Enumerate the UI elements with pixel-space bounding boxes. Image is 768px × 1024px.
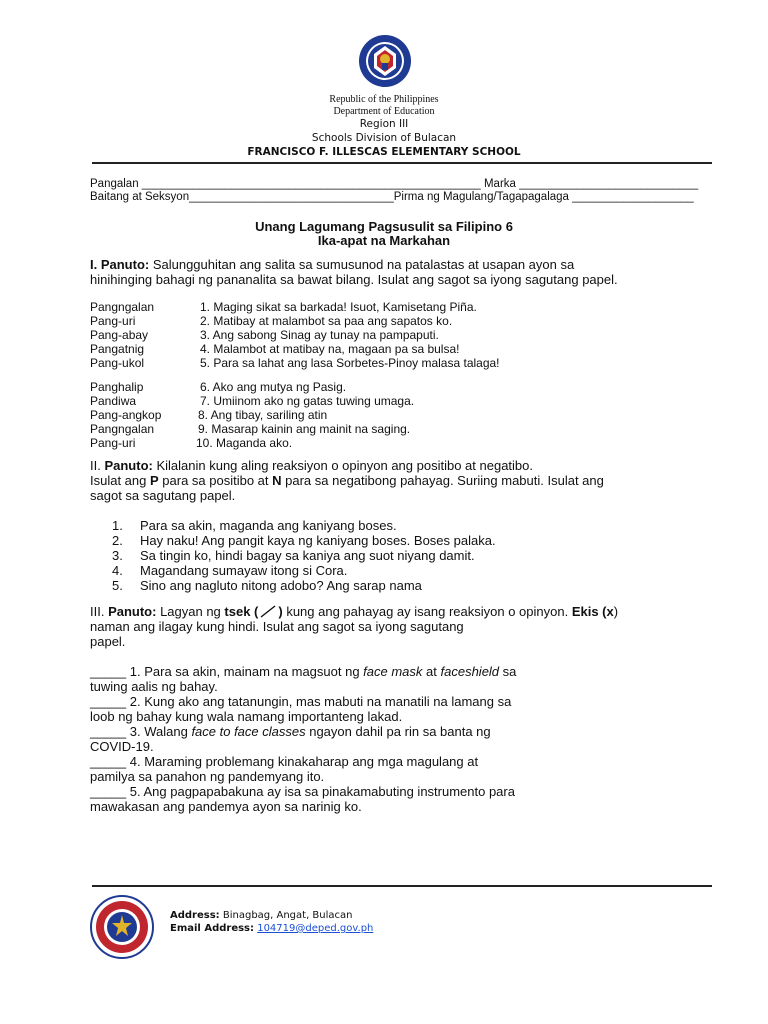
name-score-field: Pangalan _____________________________________________________ Marka ____________________________ xyxy=(90,178,699,190)
part1-item-label: Pandiwa xyxy=(90,394,137,408)
republic-line: Republic of the Philippines xyxy=(329,94,439,105)
part2-instruction-line2 xyxy=(90,473,604,488)
part1-instruction-text: Salungguhitan ang salita sa sumusunod na patalastas at usapan ayon sa xyxy=(149,257,575,272)
p-letter: P xyxy=(150,473,159,488)
list-item-text: Sa tingin ko, hindi bagay sa kaniya ang suot niyang damit. xyxy=(140,548,475,563)
part3-instruction-line3: papel. xyxy=(90,634,126,649)
part1-item-text: 2. Matibay at malambot sa paa ang sapatos ko. xyxy=(200,314,453,328)
list-item-text: Sino ang nagluto nitong adobo? Ang sarap nama xyxy=(140,578,422,593)
part3-q5-line2: mawakasan ang pandemya ayon sa narinig ko. xyxy=(90,799,362,814)
region-line: Region III xyxy=(359,118,409,130)
part2-instruction-line1 xyxy=(90,458,533,473)
part1-item-label: Pangngalan xyxy=(90,300,155,314)
section-signature-field: Baitang at Seksyon________________________________Pirma ng Magulang/Tagapagalaga ___________________ xyxy=(90,191,694,203)
deped-seal-logo xyxy=(358,34,412,88)
part3-q1-line2: tuwing aalis ng bahay. xyxy=(90,679,218,694)
tsek-close: ) xyxy=(278,604,283,619)
part1-item-label: Pang-uri xyxy=(90,436,136,450)
part2-instr-c: para sa negatibong pahayag. Suriing mabuti. Isulat ang xyxy=(281,473,604,488)
q3-face-to-face: face to face classes xyxy=(191,724,306,739)
list-item-number: 4. xyxy=(112,563,123,578)
part3-prefix: III. xyxy=(90,604,109,619)
list-item xyxy=(112,548,496,563)
part3-q1-line1 xyxy=(90,664,516,679)
part3-q3-line1 xyxy=(90,724,491,739)
q1-text-c: at xyxy=(422,664,441,679)
q3-text-a: _____ 3. Walang xyxy=(90,724,192,739)
email-link[interactable]: 104719@deped.gov.ph xyxy=(257,923,374,934)
part1-item-text: 1. Maging sikat sa barkada! Isuot, Kamisetang Piña. xyxy=(200,300,477,314)
division-line: Schools Division of Bulacan xyxy=(311,132,457,144)
list-item xyxy=(112,563,496,578)
part1-item-label: Panghalip xyxy=(90,380,144,394)
address-label: Address: xyxy=(170,910,220,921)
part2-heading: Panuto: xyxy=(104,458,153,473)
part1-heading: I. Panuto: xyxy=(90,257,150,272)
list-item-number: 1. xyxy=(112,518,123,533)
department-line: Department of Education xyxy=(333,106,435,117)
footer-address xyxy=(170,910,353,921)
header-divider xyxy=(92,162,712,164)
school-seal-logo xyxy=(90,895,154,959)
part1-instruction-line1 xyxy=(90,257,574,272)
part3-instruction-line2: naman ang ilagay kung hindi. Isulat ang sagot sa iyong sagutang xyxy=(90,619,464,634)
part1-item-text: 7. Umiinom ako ng gatas tuwing umaga. xyxy=(200,394,415,408)
part3-q5-line1: _____ 5. Ang pagpapabakuna ay isa sa pinakamabuting instrumento para xyxy=(90,784,515,799)
q1-text-a: _____ 1. Para sa akin, mainam na magsuot ng xyxy=(90,664,364,679)
part1-item-label: Pangngalan xyxy=(90,422,155,436)
part3-q2-line1: _____ 2. Kung ako ang tatanungin, mas mabuti na manatili na lamang sa xyxy=(90,694,512,709)
q1-faceshield: faceshield xyxy=(440,664,500,679)
part3-q4-line1: _____ 4. Maraming problemang kinakaharap ang mga magulang at xyxy=(90,754,479,769)
part2-instr-a: Isulat ang xyxy=(90,473,150,488)
part1-instruction-line2: hinihinging bahagi ng pananalita sa bawat bilang. Isulat ang sagot sa iyong sagutang papel. xyxy=(90,272,618,287)
part3-instruction-line1 xyxy=(90,604,618,619)
q1-text-e: sa xyxy=(499,664,517,679)
list-item-number: 2. xyxy=(112,533,123,548)
part2-item-list xyxy=(112,518,496,593)
list-item xyxy=(112,578,496,593)
address-value: Binagbag, Angat, Bulacan xyxy=(219,910,353,921)
part1-item-text: 8. Ang tibay, sariling atin xyxy=(198,408,328,422)
list-item-number: 5. xyxy=(112,578,123,593)
part2-instr-b: para sa positibo at xyxy=(158,473,273,488)
list-item-text: Para sa akin, maganda ang kaniyang boses. xyxy=(140,518,397,533)
part1-item-text: 9. Masarap kainin ang mainit na saging. xyxy=(198,422,411,436)
tsek-label: tsek ( xyxy=(224,604,259,619)
part1-item-text: 4. Malambot at matibay na, magaan pa sa bulsa! xyxy=(200,342,460,356)
part3-instr-a: Lagyan ng xyxy=(156,604,225,619)
part1-item-text: 6. Ako ang mutya ng Pasig. xyxy=(200,380,347,394)
part1-item-label: Pang-abay xyxy=(90,328,149,342)
part1-item-text: 3. Ang sabong Sinag ay tunay na pampaputi. xyxy=(200,328,439,342)
part2-prefix: II. xyxy=(90,458,105,473)
part1-item-label: Pang-uri xyxy=(90,314,136,328)
part1-item-label: Pang-angkop xyxy=(90,408,162,422)
part2-instruction-line3: sagot sa sagutang papel. xyxy=(90,488,236,503)
quiz-title: Unang Lagumang Pagsusulit sa Filipino 6 xyxy=(255,219,513,234)
part1-item-label: Pang-ukol xyxy=(90,356,145,370)
list-item xyxy=(112,518,496,533)
check-mark-icon xyxy=(258,605,278,618)
footer-email xyxy=(170,923,373,934)
part3-heading: Panuto: xyxy=(108,604,157,619)
list-item-text: Magandang sumayaw itong si Cora. xyxy=(140,563,348,578)
part3-q2-line2: loob ng bahay kung wala namang importanteng lakad. xyxy=(90,709,403,724)
part3-instr-b: kung ang pahayag ay isang reaksiyon o opinyon. xyxy=(282,604,572,619)
list-item-text: Hay naku! Ang pangit kaya ng kaniyang boses. Boses palaka. xyxy=(140,533,496,548)
n-letter: N xyxy=(272,473,282,488)
part1-item-text: 10. Maganda ako. xyxy=(196,436,293,450)
part3-q3-line2: COVID-19. xyxy=(90,739,154,754)
list-item-number: 3. xyxy=(112,548,123,563)
footer-divider xyxy=(92,885,712,887)
list-item xyxy=(112,533,496,548)
ekis-close: ) xyxy=(613,604,619,619)
q3-text-c: ngayon dahil pa rin sa banta ng xyxy=(305,724,491,739)
school-name: FRANCISCO F. ILLESCAS ELEMENTARY SCHOOL xyxy=(247,146,521,158)
part3-q4-line2: pamilya sa panahon ng pandemyang ito. xyxy=(90,769,325,784)
ekis-label: Ekis (x xyxy=(571,604,614,619)
part1-item-label: Pangatnig xyxy=(90,342,145,356)
part2-instruction-text: Kilalanin kung aling reaksiyon o opinyon ang positibo at negatibo. xyxy=(152,458,533,473)
email-label: Email Address: xyxy=(170,923,255,934)
part1-item-text: 5. Para sa lahat ang lasa Sorbetes-Pinoy malasa talaga! xyxy=(200,356,500,370)
q1-face-mask: face mask xyxy=(363,664,423,679)
quiz-subtitle: Ika-apat na Markahan xyxy=(317,233,451,248)
